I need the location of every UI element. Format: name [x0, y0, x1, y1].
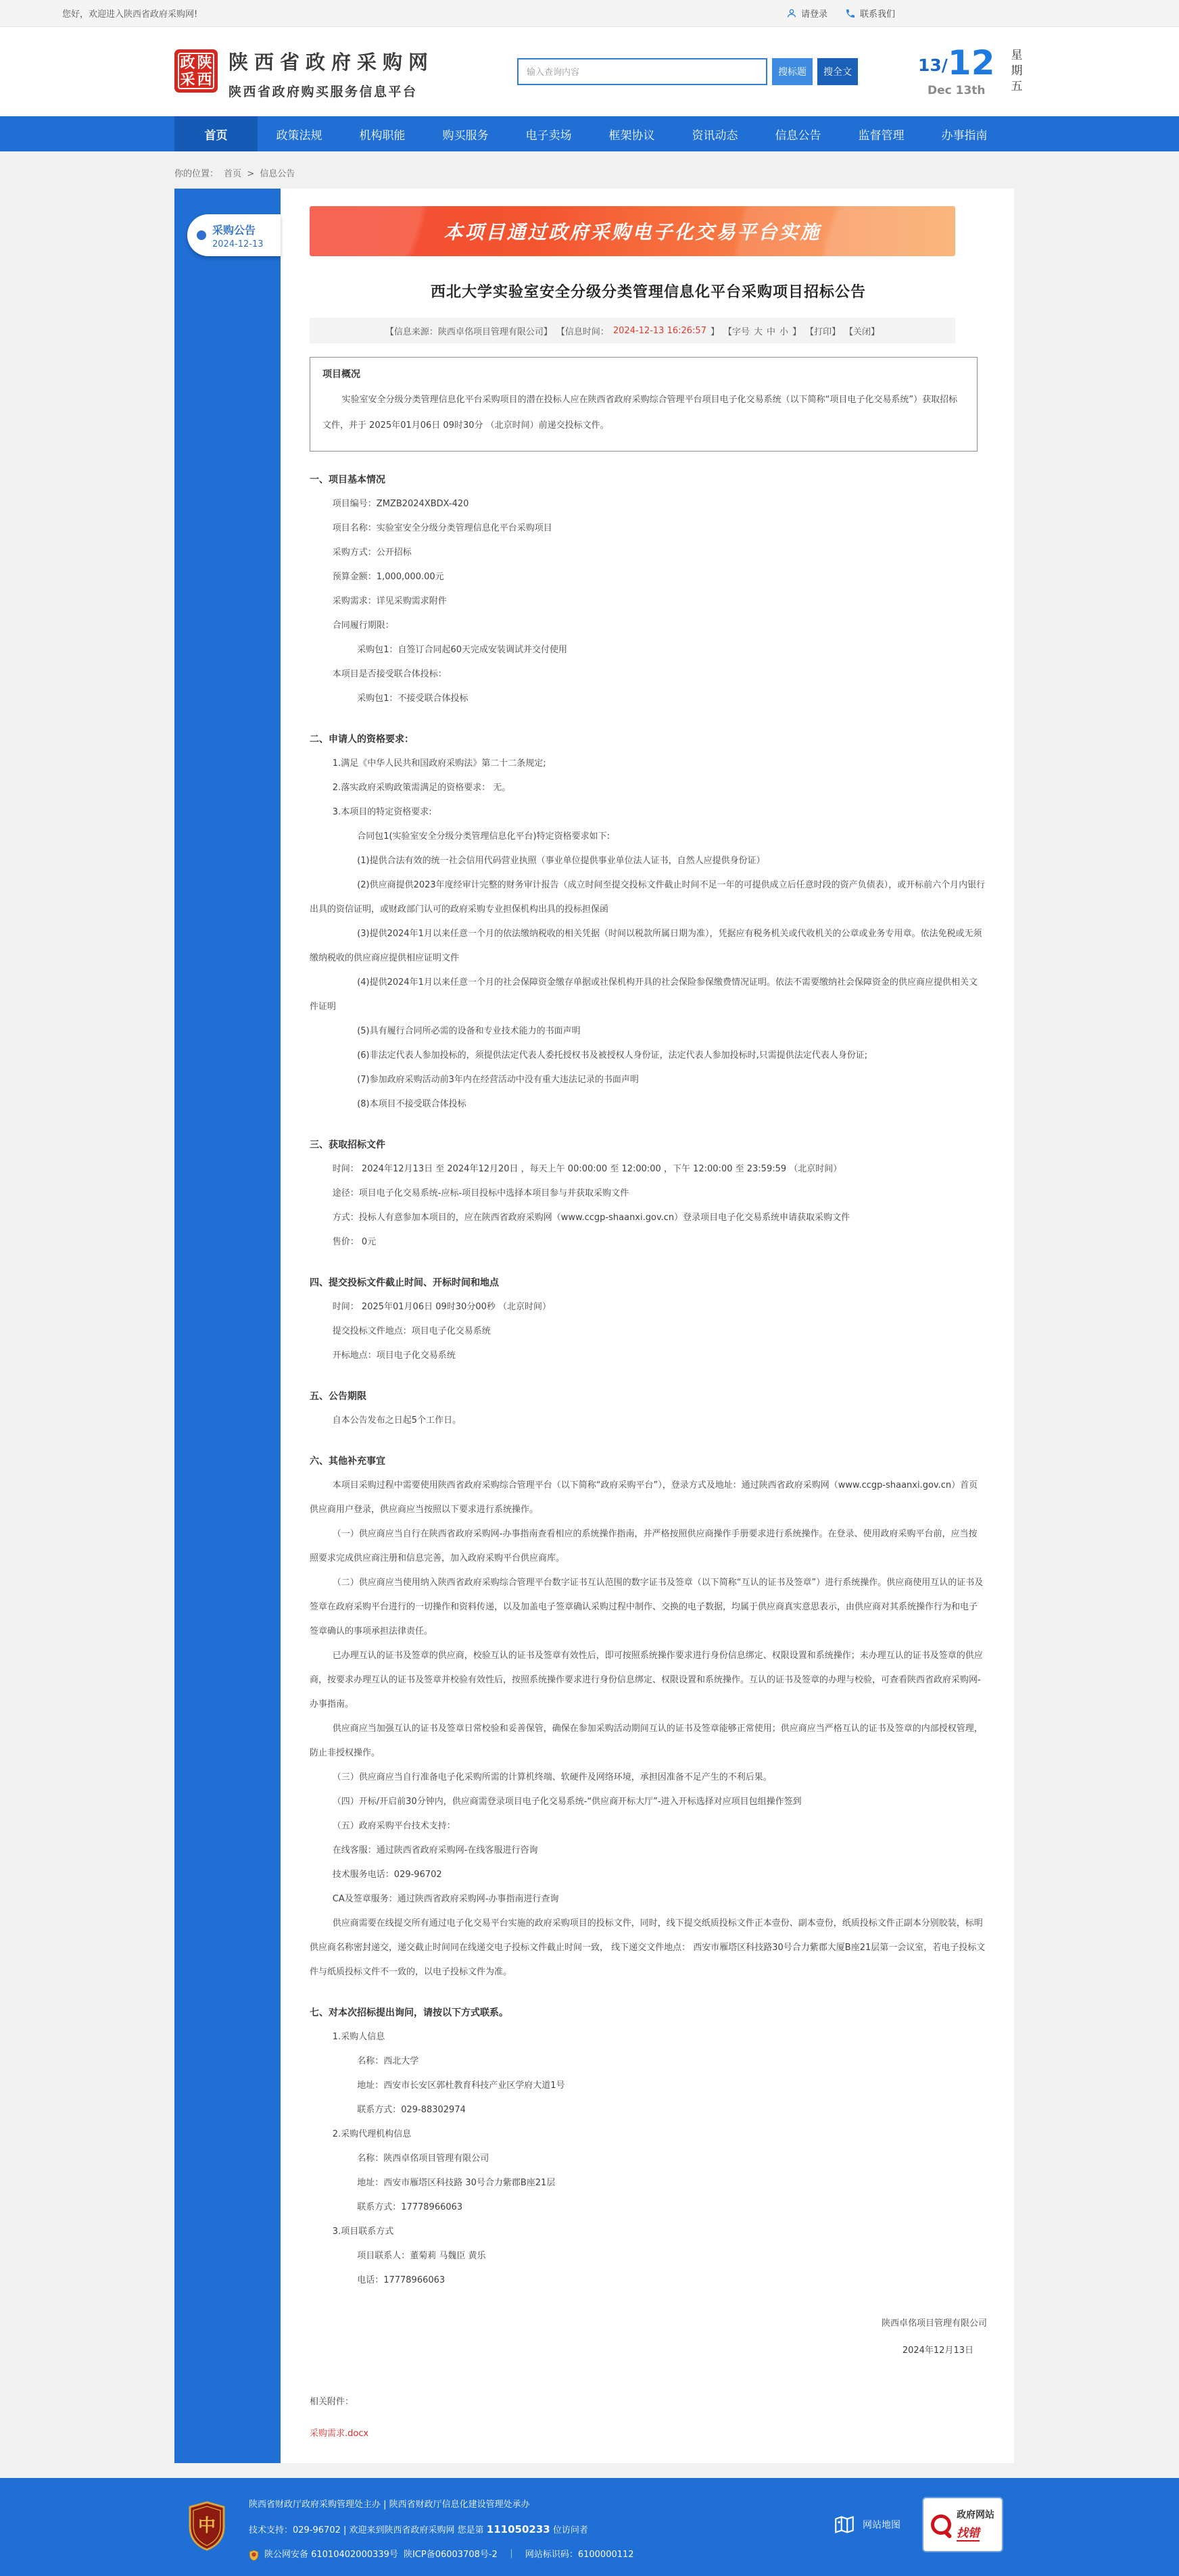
- overview-text: 实验室安全分级分类管理信息化平台采购项目的潜在投标人应在陕西省政府采购综合管理平台项目电子化交易系统（以下简称“项目电子化交易系统”）获取招标文件，并于 2025年01月06日 09时30分 （北京时间）前递交投标文件。: [322, 395, 958, 431]
- article-paragraph: 合同履行期限：: [332, 621, 394, 631]
- sidebar-tab-date: 2024-12-13: [212, 239, 264, 249]
- date-weekday: 星期五: [1008, 49, 1022, 95]
- top-bar: [0, 0, 1179, 27]
- article-paragraph: （三）供应商应当自行准备电子化采购所需的计算机终端、软硬件及网络环境，承担因准备不足产生的不利后果。: [332, 1772, 772, 1782]
- site-subtitle: 陕西省政府购买服务信息平台: [228, 84, 418, 99]
- sidebar: [174, 189, 281, 2463]
- article-paragraph: 售价： 0元: [332, 1237, 377, 1247]
- article-paragraph: 本项目采购过程中需要使用陕西省政府采购综合管理平台（以下简称“政府采购平台”），登录方式及地址：通过陕西省政府采购网（www.ccgp-shaanxi.gov.cn）首页供应商用户登录，供应商应当按照以下要求进行系统操作。: [310, 1480, 978, 1515]
- overview-heading: 项目概况: [322, 369, 360, 380]
- site-identification-code: 网站标识码：6100000112: [525, 2550, 634, 2560]
- article-paragraph: 采购包1：自签订合同起60天完成安装调试并交付使用: [357, 645, 568, 655]
- site-title: 陕西省政府采购网: [228, 51, 435, 74]
- article-paragraph: 地址：西安市长安区郭杜教育科技产业区学府大道1号: [357, 2081, 565, 2091]
- article-paragraph: (8)本项目不接受联合体投标: [357, 1099, 466, 1109]
- signature-block: [310, 2310, 987, 2364]
- article-paragraph: 已办理互认的证书及签章的供应商，校验互认的证书及签章有效性后，即可按照系统操作要求进行身份信息绑定、权限设置和系统操作；未办理互认的证书及签章的供应商，按要求办理互认的证书及签章并校验有效性后，按照系统操作要求进行身份信息绑定、权限设置和系统操作。互认的证书及签章的办理与校验，可查看陕西省政府采购网-办事指南。: [310, 1651, 983, 1709]
- main-nav: [0, 116, 1179, 151]
- date-english: Dec 13th: [927, 84, 986, 97]
- footer-support-line: 技术支持：029-96702 | 欢迎来到陕西省政府采购网 您是第 111050233 位访问者: [249, 2523, 588, 2535]
- print-button[interactable]: 【打印】: [805, 326, 841, 337]
- article-paragraph: 3.项目联系方式: [332, 2227, 394, 2237]
- article-paragraph: 项目名称：实验室安全分级分类管理信息化平台采购项目: [332, 523, 552, 533]
- footer-organizer-line: 陕西省财政厅政府采购管理处主办 | 陕西省财政厅信息化建设管理处承办: [249, 2500, 530, 2510]
- article-paragraph: 五、公告期限: [310, 1391, 366, 1402]
- fontsize-large-button[interactable]: 大: [754, 326, 763, 337]
- gov-site-error-report-badge[interactable]: 政府网站 找错: [923, 2498, 1002, 2551]
- article-paragraph: 二、申请人的资格要求：: [310, 734, 414, 745]
- search-input[interactable]: [517, 58, 767, 85]
- article-paragraph: 项目联系人：董菊莉 马魏臣 黄乐: [357, 2251, 486, 2261]
- sitemap-link[interactable]: 网站地图: [833, 2513, 900, 2536]
- project-overview-box: [310, 357, 978, 452]
- article-paragraph: 名称：西北大学: [357, 2056, 419, 2066]
- eprocurement-banner: 本项目通过政府采购电子化交易平台实施: [310, 206, 955, 256]
- article-paragraph: 提交投标文件地点：项目电子化交易系统: [332, 1326, 491, 1336]
- nav-item[interactable]: 信息公告: [775, 128, 821, 143]
- article-paragraph: 1.采购人信息: [332, 2032, 385, 2042]
- article-paragraph: 四、提交投标文件截止时间、开标时间和地点: [310, 1278, 499, 1288]
- attachments-heading: 相关附件：: [310, 2397, 354, 2407]
- site-header: [0, 27, 1179, 116]
- phone-icon: [845, 8, 856, 19]
- nav-item[interactable]: 办事指南: [941, 128, 988, 143]
- welcome-text: 您好，欢迎进入陕西省政府采购网!: [62, 9, 198, 20]
- contact-us-link[interactable]: 联系我们: [845, 7, 895, 20]
- meta-fontsize-label: 【字号: [723, 326, 750, 337]
- article-paragraph: (2)供应商提供2023年度经审计完整的财务审计报告（成立时间至提交投标文件截止时间不足一年的可提供成立后任意时段的资产负债表），或开标前六个月内银行出具的资信证明，或财政部门认可的政府采购专业担保机构出具的投标担保函: [310, 880, 986, 915]
- article-paragraph: 项目编号：ZMZB2024XBDX-420: [332, 499, 469, 509]
- article-paragraph: 采购方式：公开招标: [332, 548, 412, 558]
- article-paragraph: (1)提供合法有效的统一社会信用代码营业执照（事业单位提供事业单位法人证书，自然人应提供身份证）: [357, 856, 765, 866]
- article-paragraph: CA及签章服务：通过陕西省政府采购网-办事指南进行查询: [332, 1894, 559, 1904]
- breadcrumb-home-link[interactable]: 首页: [224, 169, 242, 179]
- search-title-button[interactable]: 搜标题: [772, 58, 813, 85]
- article-paragraph: 三、获取招标文件: [310, 1140, 385, 1150]
- login-link[interactable]: 请登录: [786, 7, 827, 20]
- article-paragraph: 自本公告发布之日起5个工作日。: [332, 1415, 462, 1426]
- attachments-section: [310, 2394, 987, 2439]
- article-paragraph: 途径：项目电子化交易系统-应标-项目投标中选择本项目参与并获取采购文件: [332, 1188, 629, 1198]
- search-bar: [517, 58, 858, 85]
- signature-company: 陕西卓佲项目管理有限公司: [881, 2318, 987, 2329]
- nav-item[interactable]: 资讯动态: [692, 128, 738, 143]
- nav-item[interactable]: 购买服务: [442, 128, 489, 143]
- breadcrumb-prefix: 你的位置：: [174, 169, 219, 179]
- police-registration[interactable]: 陕公网安备 61010402000339号: [264, 2550, 398, 2560]
- article-paragraph: 一、项目基本情况: [310, 475, 385, 485]
- nav-item[interactable]: 电子卖场: [525, 128, 572, 143]
- breadcrumb: [174, 166, 1179, 179]
- article-paragraph: （四）开标/开启前30分钟内，供应商需登录项目电子化交易系统-“供应商开标大厅”-进入开标选择对应项目包组操作签到: [332, 1797, 802, 1807]
- article-paragraph: （二）供应商应当使用纳入陕西省政府采购综合管理平台数字证书互认范围的数字证书及签章（以下简称“互认的证书及签章”）进行系统操作。供应商使用互认的证书及签章在政府采购平台进行的一切操作和资料传递，以及加盖电子签章确认采购过程中制作、交换的电子数据，均属于供应商真实意思表示，由供应商对其系统操作行为和电子签章确认的事项承担法律责任。: [310, 1578, 984, 1636]
- fontsize-medium-button[interactable]: 中: [767, 326, 776, 337]
- user-icon: [786, 8, 797, 19]
- article-paragraph: 供应商应当加强互认的证书及签章日常校验和妥善保管，确保在参加采购活动期间互认的证书及签章能够正常使用；供应商应当严格互认的证书及签章的内部授权管理，防止非授权操作。: [310, 1724, 983, 1758]
- date-widget: [918, 43, 1058, 97]
- visitor-count: 111050233: [486, 2523, 550, 2535]
- magnifier-icon: [931, 2514, 951, 2535]
- article-paragraph: 在线客服：通过陕西省政府采购网-在线客服进行咨询: [332, 1845, 538, 1855]
- breadcrumb-separator: >: [247, 169, 255, 179]
- article-paragraph: 电话：17778966063: [357, 2275, 446, 2285]
- meta-time-value: 2024-12-13 16:26:57: [612, 325, 706, 336]
- sidebar-tab-label: 采购公告: [212, 223, 256, 237]
- article-paragraph: 预算金额：1,000,000.00元: [332, 572, 444, 582]
- icp-registration[interactable]: 陕ICP备06003708号-2: [403, 2550, 498, 2560]
- page-title: 西北大学实验室安全分级分类管理信息化平台采购项目招标公告: [430, 284, 866, 301]
- bullet-dot-icon: [197, 230, 206, 240]
- article-paragraph: 七、对本次招标提出询问，请按以下方式联系。: [310, 2008, 508, 2018]
- article-paragraph: 2.采购代理机构信息: [332, 2129, 412, 2139]
- article-paragraph: 联系方式：029-88302974: [357, 2105, 466, 2115]
- article-paragraph: (5)具有履行合同所必需的设备和专业技术能力的书面声明: [357, 1026, 581, 1036]
- article-paragraph: 技术服务电话：029-96702: [332, 1870, 442, 1880]
- fontsize-small-button[interactable]: 小: [779, 326, 789, 337]
- attachment-file-link[interactable]: 采购需求.docx: [310, 2429, 369, 2439]
- article-paragraph: 本项目是否接受联合体投标：: [332, 669, 447, 679]
- site-footer: [0, 2478, 1179, 2576]
- article-paragraph: 供应商需要在线提交所有通过电子化交易平台实施的政府采购项目的投标文件，同时，线下提交纸质投标文件正本壹份、副本壹份，纸质投标文件正副本分别胶装，标明供应商名称密封递交，递交截止时间同在线递交电子投标文件截止时间一致， 线下递交文件地点： 西安市雁塔区科技路30号合力紫郡大厦B座21层第一会议室，若电子投标文件与纸质投标文件不一致的，以电子投标文件为准。: [310, 1918, 986, 1977]
- article-body: [310, 468, 986, 2293]
- site-logo-seal: 政 陕 采 西: [174, 49, 218, 93]
- article-paragraph: 开标地点：项目电子化交易系统: [332, 1351, 456, 1361]
- date-day: 12: [947, 43, 995, 82]
- article-paragraph: 采购包1：不接受联合体投标: [357, 694, 468, 704]
- article-paragraph: 3.本项目的特定资格要求:: [332, 807, 432, 817]
- article-paragraph: (7)参加政府采购活动前3年内在经营活动中没有重大违法记录的书面声明: [357, 1075, 639, 1085]
- close-button[interactable]: 【关闭】: [844, 326, 880, 337]
- article-paragraph: 2.落实政府采购政策需满足的资格要求： 无。: [332, 783, 511, 793]
- svg-text:中: 中: [197, 2516, 216, 2535]
- article-paragraph: (3)提供2024年1月以来任意一个月的依法缴纳税收的相关凭据（时间以税款所属日期为准），凭据应有税务机关或代收机关的公章或业务专用章。依法免税或无须缴纳税收的供应商应提供相应证明文件: [310, 929, 982, 963]
- meta-source: 【信息来源：陕西卓佲项目管理有限公司】: [385, 326, 552, 337]
- nav-item[interactable]: 框架协议: [608, 128, 655, 143]
- search-fulltext-button[interactable]: 搜全文: [817, 58, 858, 85]
- sitemap-icon: [833, 2513, 856, 2536]
- article-paragraph: 六、其他补充事宜: [310, 1456, 385, 1467]
- article-paragraph: 合同包1(实验室安全分级分类管理信息化平台)特定资格要求如下:: [357, 831, 610, 842]
- police-badge-icon: [249, 2550, 259, 2561]
- meta-time-label: 【信息时间：: [556, 326, 609, 337]
- article-paragraph: 联系方式：17778966063: [357, 2202, 463, 2212]
- signature-date: 2024年12月13日: [902, 2346, 973, 2356]
- gov-website-badge-icon: [187, 2501, 226, 2554]
- article-paragraph: 名称：陕西卓佲项目管理有限公司: [357, 2154, 489, 2164]
- article-paragraph: （五）政府采购平台技术支持：: [332, 1821, 456, 1831]
- breadcrumb-current: 信息公告: [260, 169, 295, 179]
- article-paragraph: 采购需求：详见采购需求附件: [332, 596, 447, 606]
- nav-item[interactable]: 首页: [174, 116, 258, 151]
- article-paragraph: （一）供应商应当自行在陕西省政府采购网-办事指南查看相应的系统操作指南，并严格按照供应商操作手册要求进行系统操作。在登录、使用政府采购平台前，应当按照要求完成供应商注册和信息完善，加入政府采购平台供应商库。: [310, 1529, 978, 1563]
- article-paragraph: (4)提供2024年1月以来任意一个月的社会保障资金缴存单据或社保机构开具的社会保险参保缴费情况证明。依法不需要缴纳社会保障资金的供应商应提供相关文件证明: [310, 977, 978, 1012]
- article-paragraph: 地址：西安市雁塔区科技路 30号合力紫郡B座21层: [357, 2178, 556, 2188]
- article-paragraph: 时间： 2025年01月06日 09时30分00秒 （北京时间）: [332, 1302, 551, 1312]
- nav-item[interactable]: 机构职能: [359, 128, 406, 143]
- date-month: 13/: [918, 55, 948, 75]
- article-paragraph: 方式：投标人有意参加本项目的，应在陕西省政府采购网（www.ccgp-shaanxi.gov.cn）登录项目电子化交易系统申请获取采购文件: [332, 1213, 850, 1223]
- article-paragraph: (6)非法定代表人参加投标的，须提供法定代表人委托授权书及被授权人身份证，法定代表人参加投标时,只需提供法定代表人身份证;: [357, 1050, 868, 1061]
- article-paragraph: 1.满足《中华人民共和国政府采购法》第二十二条规定;: [332, 758, 546, 769]
- footer-registration-line: 陕公网安备 61010402000339号 陕ICP备06003708号-2 ｜ 网站标识码：6100000112: [249, 2543, 634, 2567]
- nav-item[interactable]: 政策法规: [276, 128, 322, 143]
- article-meta-bar: 【信息来源：陕西卓佲项目管理有限公司】 【信息时间： 2024-12-13 16:26:57 】 【字号 大 中 小 】 【打印】 【关闭】: [310, 318, 955, 343]
- article-paragraph: 时间： 2024年12月13日 至 2024年12月20日 ，每天上午 00:00:00 至 12:00:00 ，下午 12:00:00 至 23:59:59 （北京时间）: [332, 1164, 842, 1174]
- nav-item[interactable]: 监督管理: [858, 128, 905, 143]
- article-panel: [281, 189, 1014, 2463]
- sidebar-item-procurement-notice[interactable]: [187, 214, 281, 256]
